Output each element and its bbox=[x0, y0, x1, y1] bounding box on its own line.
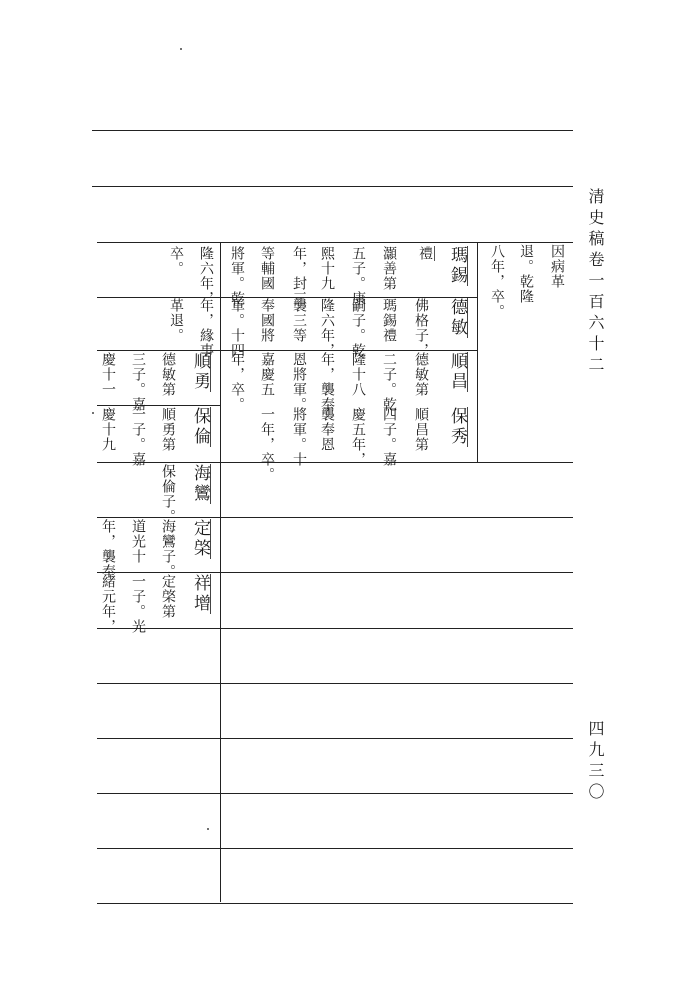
row-divider-11 bbox=[97, 793, 573, 794]
c3-note-3: 嗣子。乾 bbox=[350, 298, 366, 358]
c3-note-5: 襲三等 bbox=[291, 298, 307, 343]
c9-note-2: 道光十 bbox=[130, 519, 146, 564]
book-title: 清史稿卷一百六十二 bbox=[586, 188, 605, 377]
row-divider-10 bbox=[97, 738, 573, 739]
c3-note-7: 軍。十四 bbox=[229, 298, 245, 358]
c4-note-4: 年，襲奉 bbox=[319, 352, 335, 412]
c2-note-8: 卒。 bbox=[168, 246, 184, 276]
c7-note-3: 慶十九 bbox=[100, 407, 116, 452]
col-divider-main bbox=[477, 242, 478, 462]
c5-note-5: 將軍。十 bbox=[291, 407, 307, 467]
c10-note-1: 定棨第 bbox=[160, 574, 176, 619]
print-speck bbox=[207, 828, 209, 830]
c2-note-1: 灝善第 bbox=[381, 246, 397, 291]
c5-note-1: 順昌第 bbox=[413, 407, 429, 452]
c3-note-4: 隆六年， bbox=[319, 298, 335, 358]
c6-note-2: 三子。嘉 bbox=[130, 352, 146, 412]
c2-note-2: 五子。康 bbox=[350, 246, 366, 306]
c4-note-1: 德敏第 bbox=[413, 352, 429, 397]
c6-note-3: 慶十一 bbox=[100, 352, 116, 397]
c4-note-5: 恩將軍。 bbox=[291, 352, 307, 412]
c3-note-8: 年，緣事 bbox=[198, 298, 214, 358]
row-divider-12 bbox=[97, 848, 573, 849]
row-divider-4 bbox=[97, 405, 220, 406]
c5-name: 保秀 bbox=[447, 407, 467, 447]
row-divider-9 bbox=[97, 683, 573, 684]
c3-name: 德敏 bbox=[447, 298, 467, 338]
c10-name: 祥增 bbox=[190, 574, 210, 614]
c2-note-6: 將軍。乾 bbox=[229, 246, 245, 306]
c7-note-2: 一子。嘉 bbox=[130, 407, 146, 467]
top-rule-1 bbox=[92, 130, 573, 131]
row-divider-1 bbox=[97, 242, 573, 243]
c3-note-6: 奉國將 bbox=[259, 298, 275, 343]
row-divider-5 bbox=[97, 462, 573, 463]
c8-name: 海鸞 bbox=[190, 464, 210, 504]
print-speck bbox=[92, 412, 94, 414]
page-number: 四九三〇 bbox=[586, 720, 605, 804]
c5-note-2: 四子。嘉 bbox=[381, 407, 397, 467]
c2-note-4: 年，封三 bbox=[291, 246, 307, 306]
c9-note-3: 年，襲奉 bbox=[100, 519, 116, 579]
c4-note-3: 隆十八 bbox=[350, 352, 366, 397]
print-speck bbox=[180, 48, 182, 50]
c1-note-2: 退。乾隆 bbox=[518, 244, 534, 304]
c6-note-1: 德敏第 bbox=[160, 352, 176, 397]
c4-note-7: 年，卒。 bbox=[229, 352, 245, 412]
c2-rank: 禮 bbox=[417, 246, 433, 261]
c10-note-2: 一子。光 bbox=[130, 574, 146, 634]
c3-note-2: 瑪錫禮 bbox=[381, 298, 397, 343]
c2-name: 瑪錫 bbox=[447, 246, 467, 286]
c6-name: 順勇 bbox=[190, 352, 210, 392]
c4-name: 順昌 bbox=[447, 352, 467, 392]
c9-name: 定棨 bbox=[190, 519, 210, 559]
c2-note-7: 隆六年， bbox=[198, 246, 214, 306]
c7-note-1: 順勇第 bbox=[160, 407, 176, 452]
c1-note-3: 八年，卒。 bbox=[489, 244, 505, 319]
c4-note-2: 二子。乾 bbox=[381, 352, 397, 412]
c1-note-1: 因病革 bbox=[549, 244, 565, 289]
c8-note-1: 保倫子。 bbox=[160, 464, 176, 524]
c3-note-1: 佛格子， bbox=[413, 298, 429, 358]
bottom-rule bbox=[97, 903, 573, 904]
c4-note-6: 嘉慶五 bbox=[259, 352, 275, 397]
c9-note-1: 海鸞子。 bbox=[160, 519, 176, 579]
c10-note-3: 緒元年， bbox=[100, 574, 116, 634]
row-divider-8 bbox=[97, 628, 573, 629]
c2-note-3: 熙十九 bbox=[319, 246, 335, 291]
c2-note-5: 等輔國 bbox=[259, 246, 275, 291]
c5-note-4: 襲奉恩 bbox=[319, 407, 335, 452]
c5-note-6: 一年，卒。 bbox=[259, 407, 275, 482]
c5-note-3: 慶五年， bbox=[350, 407, 366, 467]
c3-note-9: 革退。 bbox=[168, 298, 184, 343]
c7-name: 保倫 bbox=[190, 407, 210, 447]
top-rule-2 bbox=[92, 186, 573, 187]
